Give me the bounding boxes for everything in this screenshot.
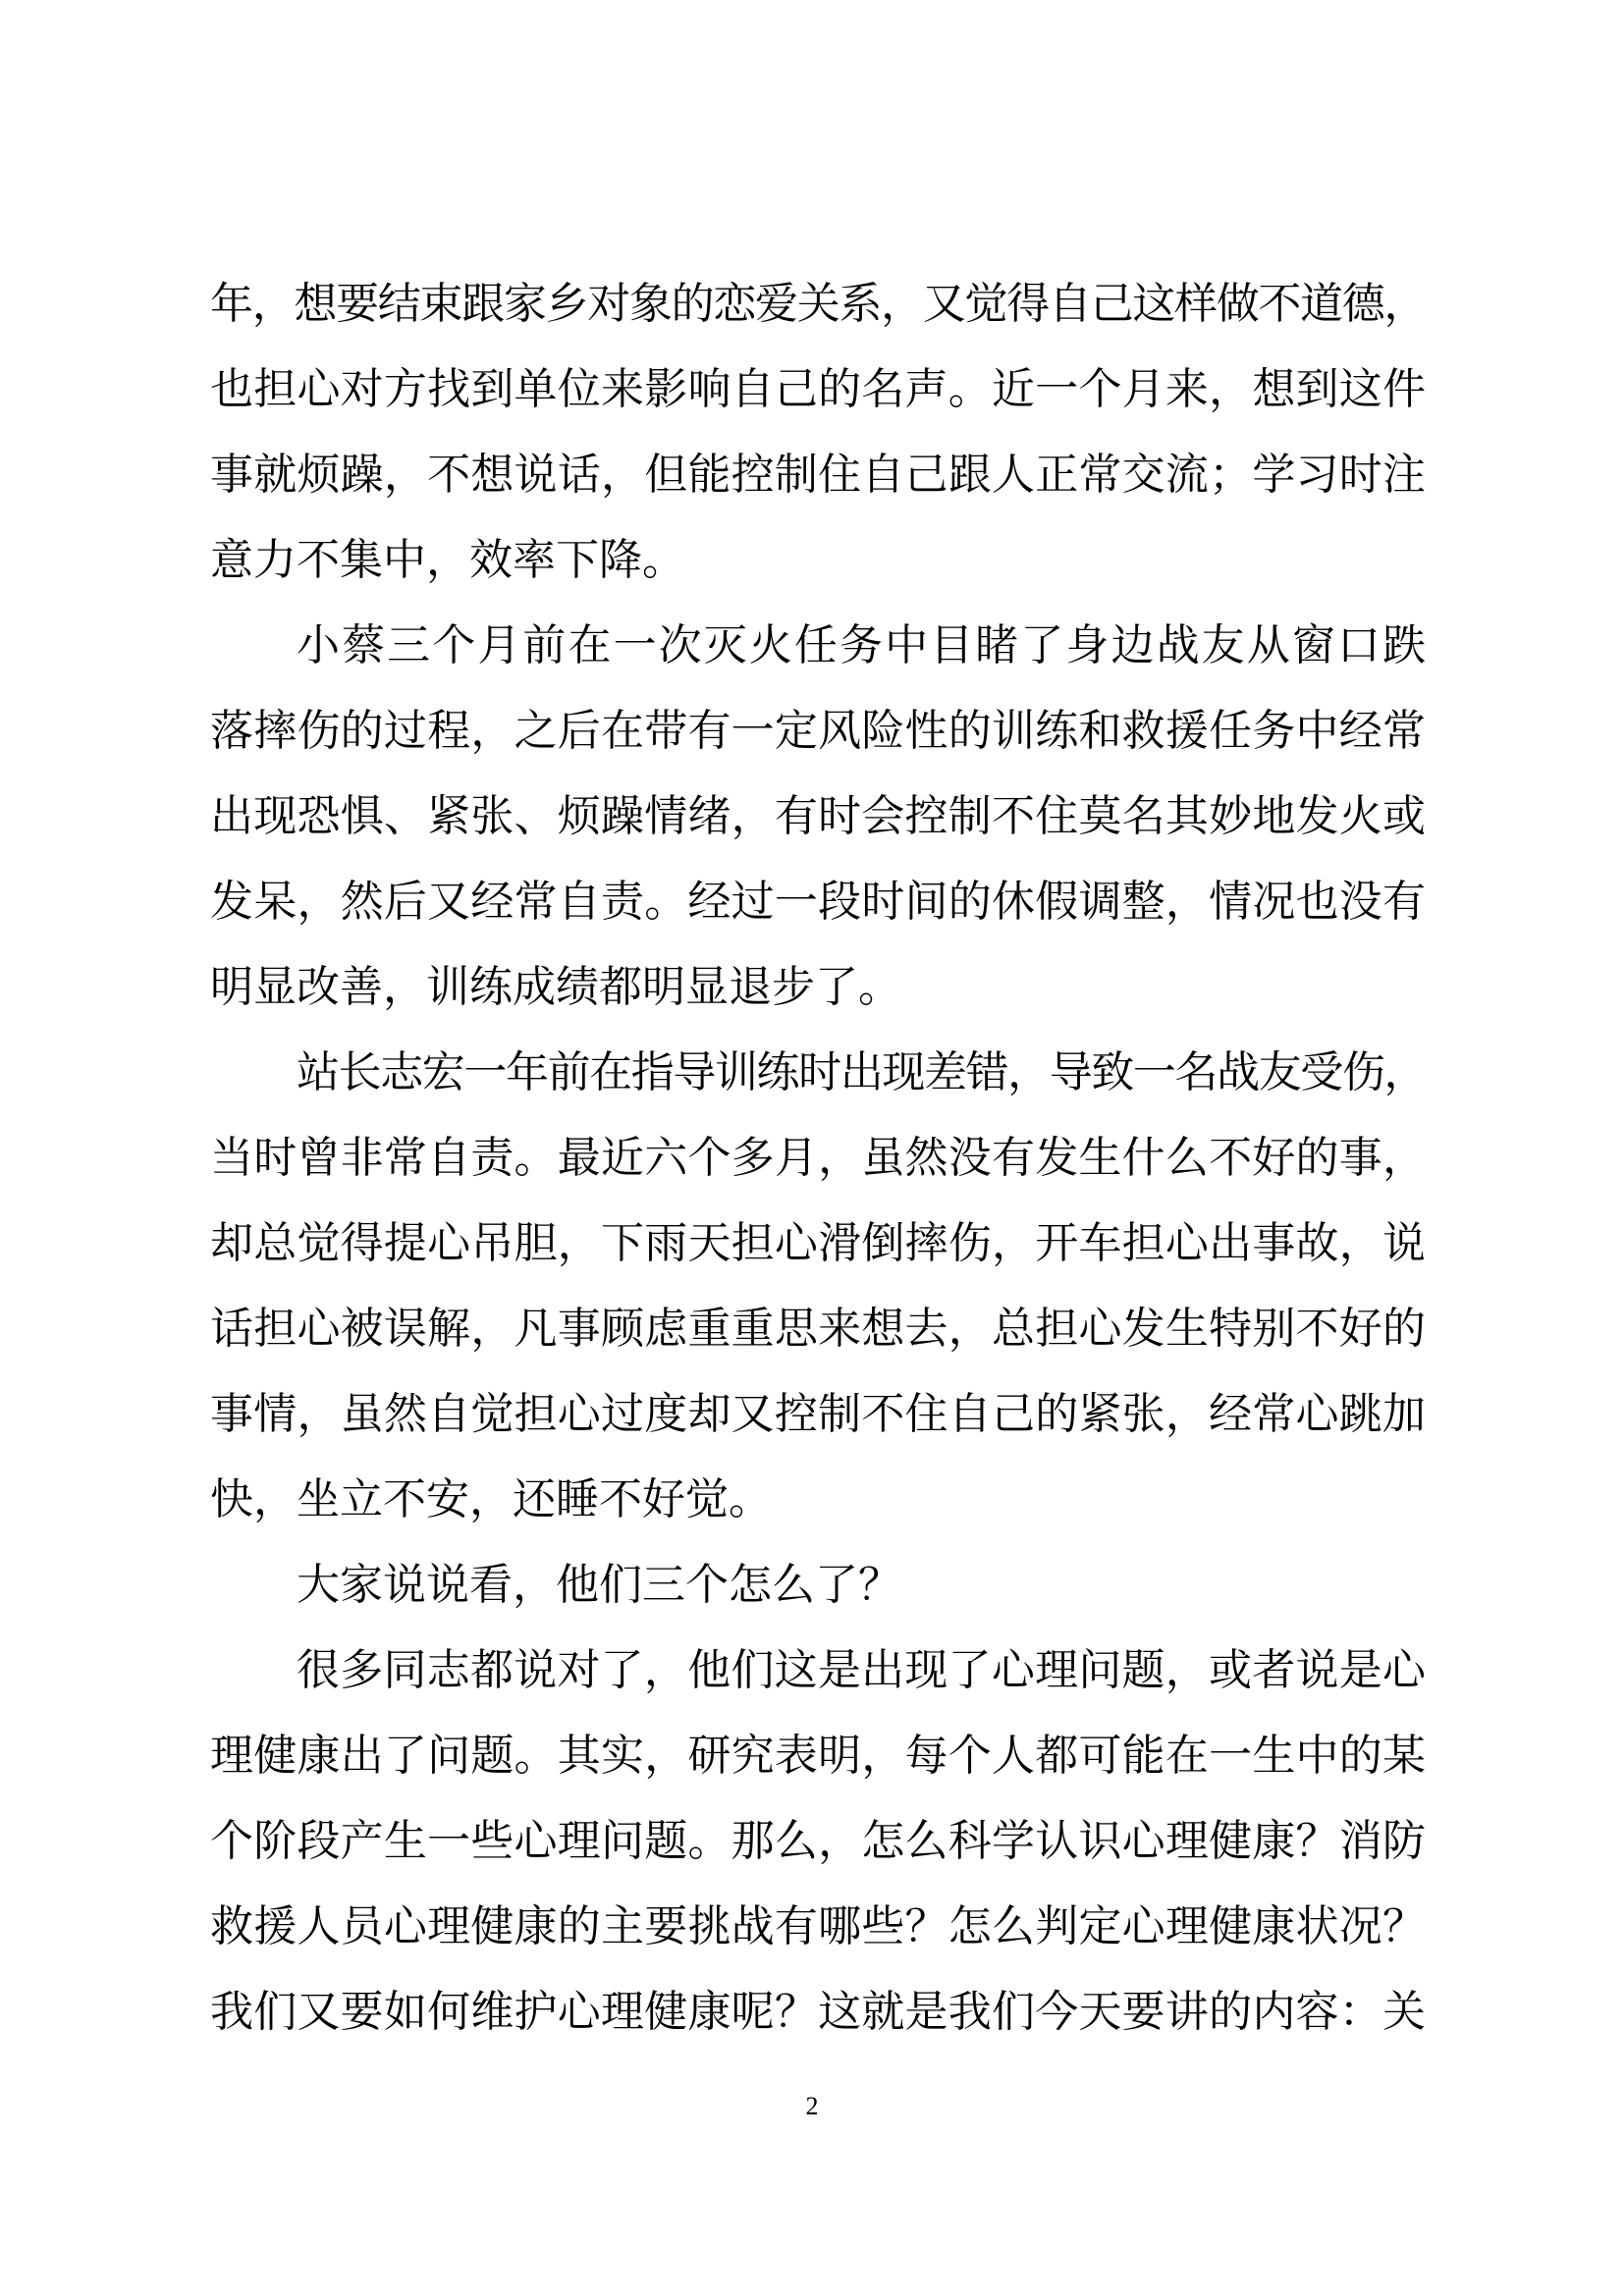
paragraph-question [210,1542,1426,1628]
text-line: 个阶段产生一些心理问题。那么，怎么科学认识心理健康？消防 [210,1816,1426,1866]
text-line: 小蔡三个月前在一次灭火任务中目睹了身边战友从窗口跌 [297,620,1426,670]
paragraph-continued [210,261,1426,603]
text-line: 大家说说看，他们三个怎么了？ [297,1560,901,1610]
text-line: 发呆，然后又经常自责。经过一段时间的休假调整，情况也没有 [210,877,1426,927]
text-line: 也担心对方找到单位来影响自己的名声。近一个月来，想到这件 [210,364,1426,414]
text-line: 年，想要结束跟家乡对象的恋爱关系，又觉得自己这样做不道德， [210,279,1426,329]
text-line: 事情，虽然自觉担心过度却又控制不住自己的紧张，经常心跳加 [210,1389,1426,1439]
text-line: 却总觉得提心吊胆，下雨天担心滑倒摔伤，开车担心出事故，说 [210,1218,1426,1268]
text-line: 救援人员心理健康的主要挑战有哪些？怎么判定心理健康状况？ [210,1901,1426,1951]
text-line: 事就烦躁，不想说话，但能控制住自己跟人正常交流；学习时注 [210,450,1426,500]
text-line: 意力不集中，效率下降。 [210,535,685,585]
text-line: 话担心被误解，凡事顾虑重重思来想去，总担心发生特别不好的 [210,1304,1426,1354]
text-line: 快，坐立不安，还睡不好觉。 [210,1474,772,1524]
text-line: 落摔伤的过程，之后在带有一定风险性的训练和救援任务中经常 [210,706,1426,756]
text-line: 明显改善，训练成绩都明显退步了。 [210,962,901,1012]
text-line: 出现恐惧、紧张、烦躁情绪，有时会控制不住莫名其妙地发火或 [210,791,1426,841]
text-line: 很多同志都说对了，他们这是出现了心理问题，或者说是心 [297,1645,1426,1695]
paragraph-answer [210,1628,1426,2055]
text-line: 站长志宏一年前在指导训练时出现差错，导致一名战友受伤， [297,1047,1426,1097]
paragraph-zhihong [210,1030,1426,1542]
body-text [210,261,1426,2055]
text-line: 当时曾非常自责。最近六个多月，虽然没有发生什么不好的事， [210,1133,1426,1183]
paragraph-xiaocai [210,603,1426,1030]
text-line: 理健康出了问题。其实，研究表明，每个人都可能在一生中的某 [210,1731,1426,1781]
page-number: 2 [805,2092,819,2120]
text-line: 我们又要如何维护心理健康呢？这就是我们今天要讲的内容：关 [210,1987,1426,2037]
